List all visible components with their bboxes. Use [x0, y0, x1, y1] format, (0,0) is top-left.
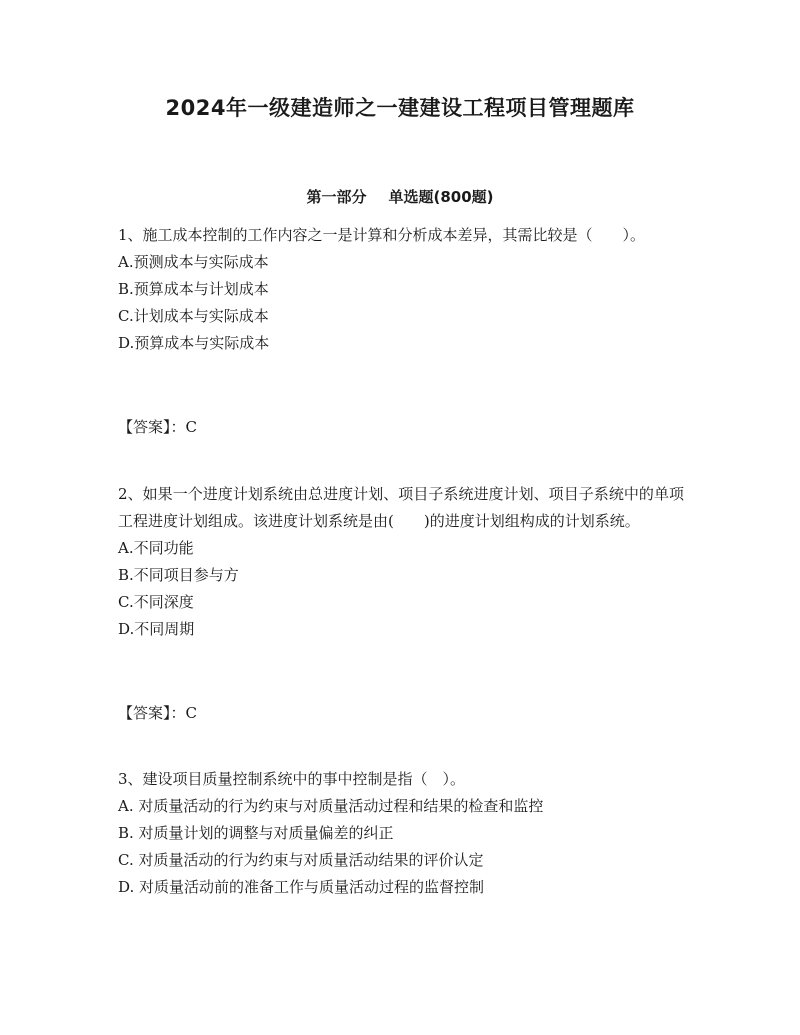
option-b: B. 对质量计划的调整与对质量偏差的纠正: [118, 824, 394, 842]
question-1: [118, 222, 684, 357]
question-3: [118, 766, 684, 901]
option-d: D. 对质量活动前的准备工作与质量活动过程的监督控制: [118, 878, 485, 896]
question-stem: 3、建设项目质量控制系统中的事中控制是指（ ）。: [118, 770, 466, 788]
section-heading: [0, 186, 800, 207]
option-c: C.不同深度: [118, 593, 194, 611]
option-b: B.预算成本与计划成本: [118, 280, 269, 298]
option-c: C.计划成本与实际成本: [118, 307, 269, 325]
option-a: A.预测成本与实际成本: [118, 253, 269, 271]
section-part-label: 第一部分: [306, 188, 367, 206]
option-b: B.不同项目参与方: [118, 566, 239, 584]
question-stem: 1、施工成本控制的工作内容之一是计算和分析成本差异，其需比较是（ ）。: [118, 226, 646, 244]
answer-1: 【答案】：C: [118, 418, 197, 436]
option-c: C. 对质量活动的行为约束与对质量活动结果的评价认定: [118, 851, 484, 869]
document-title: 2024年一级建造师之一建建设工程项目管理题库: [165, 96, 635, 120]
answer-2: 【答案】：C: [118, 704, 197, 722]
question-stem: 2、如果一个进度计划系统由总进度计划、项目子系统进度计划、项目子系统中的单项工程进度计划组成。该进度计划系统是由( )的进度计划组构成的计划系统。: [118, 485, 684, 530]
option-a: A. 对质量活动的行为约束与对质量活动过程和结果的检查和监控: [118, 797, 544, 815]
option-a: A.不同功能: [118, 539, 194, 557]
section-name-label: 单选题(800题): [388, 188, 494, 206]
option-d: D.预算成本与实际成本: [118, 334, 270, 352]
question-2: [118, 481, 684, 643]
option-d: D.不同周期: [118, 620, 195, 638]
